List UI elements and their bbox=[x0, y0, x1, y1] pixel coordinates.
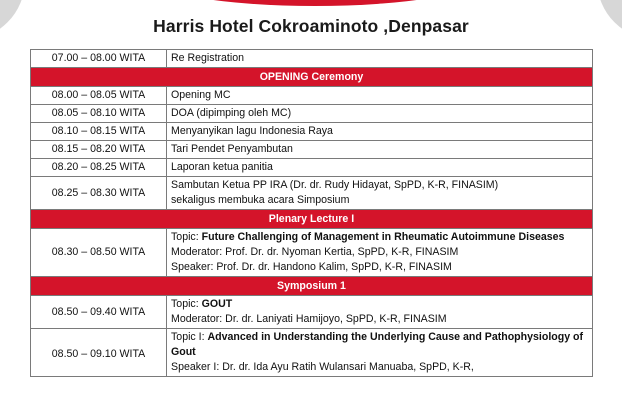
table-row bbox=[31, 329, 593, 377]
description-cell bbox=[167, 177, 593, 210]
description-cell: DOA (dipimping oleh MC) bbox=[167, 105, 593, 123]
description-cell: Menyanyikan lagu Indonesia Raya bbox=[167, 123, 593, 141]
description-cell bbox=[167, 296, 593, 329]
description-cell: Laporan ketua panitia bbox=[167, 159, 593, 177]
section-title: OPENING Ceremony bbox=[31, 68, 593, 87]
time-cell: 08.05 – 08.10 WITA bbox=[31, 105, 167, 123]
time-cell: 07.00 – 08.00 WITA bbox=[31, 50, 167, 68]
description-line: Sambutan Ketua PP IRA (Dr. dr. Rudy Hidayat, SpPD, K-R, FINASIM) bbox=[171, 179, 499, 191]
table-row bbox=[31, 123, 593, 141]
section-header-symposium bbox=[31, 277, 593, 296]
venue-title: Harris Hotel Cokroaminoto ,Denpasar bbox=[153, 16, 469, 36]
table-row bbox=[31, 229, 593, 277]
topic-prefix: Topic: bbox=[171, 231, 202, 243]
schedule-table bbox=[30, 49, 593, 377]
section-title: Symposium 1 bbox=[31, 277, 593, 296]
topic-title: GOUT bbox=[201, 298, 233, 310]
topic-title: Advanced in Understanding the Underlying Cause and Pathophysiology of Gout bbox=[171, 331, 584, 358]
table-row bbox=[31, 177, 593, 210]
topic-title: Future Challenging of Management in Rheumatic Autoimmune Diseases bbox=[201, 231, 565, 243]
topic-line bbox=[171, 297, 588, 312]
description-cell: Tari Pendet Penyambutan bbox=[167, 141, 593, 159]
speaker-line: Speaker I: Dr. dr. Ida Ayu Ratih Wulansari Manuaba, SpPD, K-R, bbox=[171, 361, 474, 373]
topic-prefix: Topic I: bbox=[171, 331, 208, 343]
table-row bbox=[31, 87, 593, 105]
table-row bbox=[31, 296, 593, 329]
time-cell: 08.15 – 08.20 WITA bbox=[31, 141, 167, 159]
time-cell: 08.30 – 08.50 WITA bbox=[31, 229, 167, 277]
time-cell: 08.00 – 08.05 WITA bbox=[31, 87, 167, 105]
time-cell: 08.20 – 08.25 WITA bbox=[31, 159, 167, 177]
topic-prefix: Topic: bbox=[171, 298, 202, 310]
section-title: Plenary Lecture I bbox=[31, 210, 593, 229]
section-header-opening bbox=[31, 68, 593, 87]
description-cell: Re Registration bbox=[167, 50, 593, 68]
speaker-line: Speaker: Prof. Dr. dr. Handono Kalim, SpPD, K-R, FINASIM bbox=[171, 261, 452, 273]
topic-line bbox=[171, 330, 588, 360]
table-row bbox=[31, 141, 593, 159]
time-cell: 08.10 – 08.15 WITA bbox=[31, 123, 167, 141]
time-cell: 08.50 – 09.10 WITA bbox=[31, 329, 167, 377]
table-row bbox=[31, 50, 593, 68]
table-row bbox=[31, 105, 593, 123]
time-cell: 08.25 – 08.30 WITA bbox=[31, 177, 167, 210]
description-cell: Opening MC bbox=[167, 87, 593, 105]
header-banner bbox=[150, 0, 480, 6]
topic-line bbox=[171, 230, 588, 245]
section-header-plenary bbox=[31, 210, 593, 229]
table-row bbox=[31, 159, 593, 177]
description-line: sekaligus membuka acara Simposium bbox=[171, 194, 350, 206]
moderator-line: Moderator: Dr. dr. Laniyati Hamijoyo, SpPD, K-R, FINASIM bbox=[171, 313, 447, 325]
moderator-line: Moderator: Prof. Dr. dr. Nyoman Kertia, SpPD, K-R, FINASIM bbox=[171, 246, 459, 258]
time-cell: 08.50 – 09.40 WITA bbox=[31, 296, 167, 329]
description-cell bbox=[167, 229, 593, 277]
description-cell bbox=[167, 329, 593, 377]
